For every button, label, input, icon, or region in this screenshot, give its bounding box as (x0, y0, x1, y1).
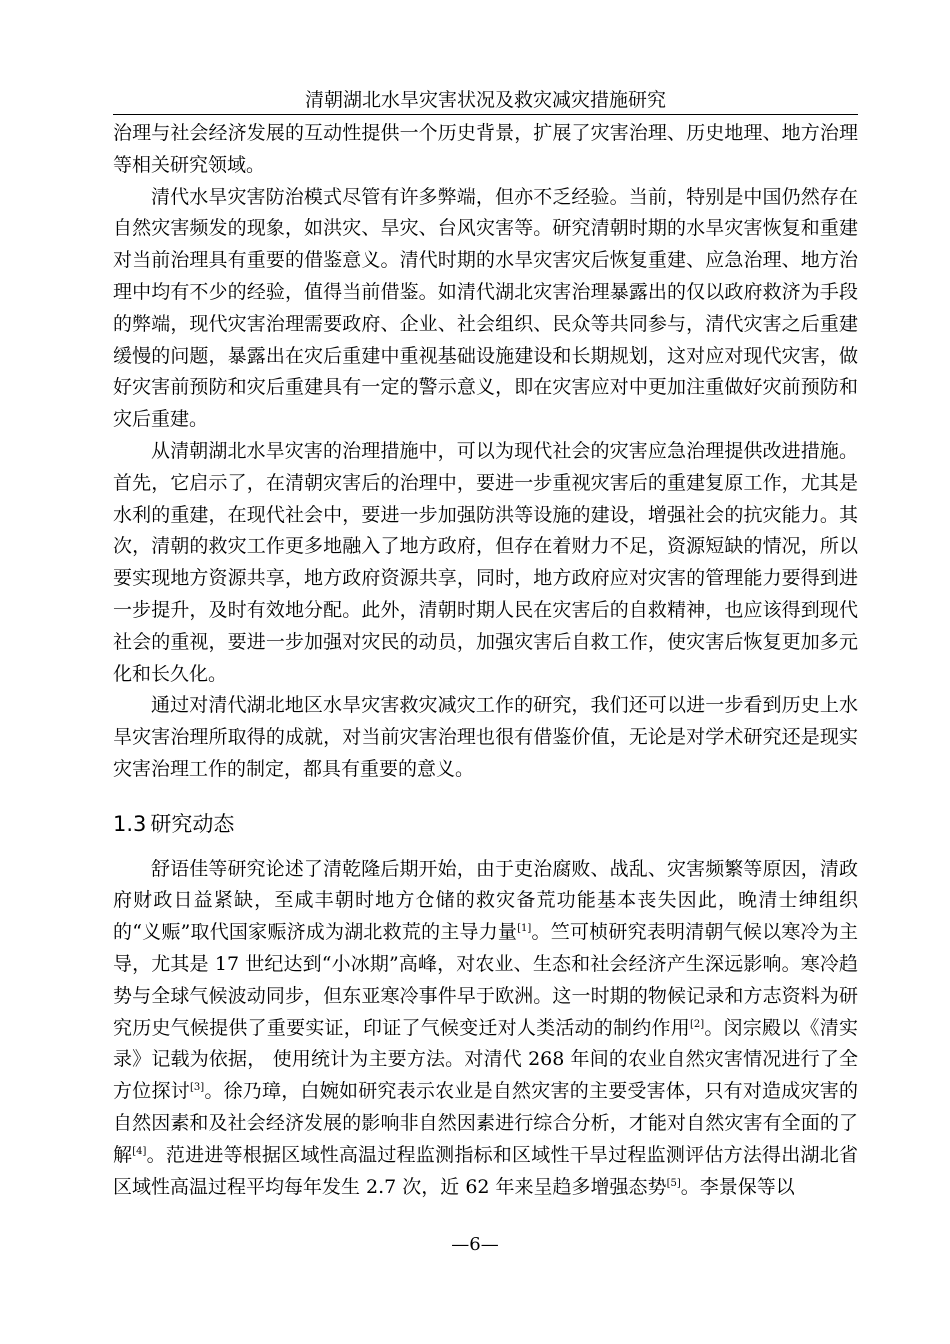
section-number: 1.3 (113, 811, 147, 836)
running-header: 清朝湖北水旱灾害状况及救灾减灾措施研究 (113, 87, 858, 115)
section-heading (113, 809, 858, 841)
body-text (113, 118, 858, 1203)
paragraph-significance: 通过对清代湖北地区水旱灾害救灾减灾工作的研究，我们还可以进一步看到历史上水旱灾害治理所取得的成就，对当前灾害治理也很有借鉴价值，无论是对学术研究还是现实灾害治理工作的制定，都具有重要的意义。 (113, 694, 858, 780)
citation: [4] (132, 1145, 147, 1157)
text-segment: 。竺可桢研究表明清朝气候以寒冷为主导，尤其是 17 世纪达到“小冰期”高峰，对农业、生态和社会经济产生深远影响。寒冷趋势与全球气候波动同步，但东亚寒冷事件早于欧洲。这一时期的物候记录和方志资料为研究历史气候提供了重要实证，印证了气候变迁对人类活动的制约作用 (113, 921, 858, 1039)
paragraph-continuation: 治理与社会经济发展的互动性提供一个历史背景，扩展了灾害治理、历史地理、地方治理等相关研究领域。 (113, 122, 858, 176)
citation: [5] (666, 1177, 681, 1189)
citation: [2] (689, 1018, 705, 1030)
text-segment: 。徐乃璋，白婉如研究表示农业是自然灾害的主要受害体，只有对造成灾害的自然因素和及社会经济发展的影响非自然因素进行综合分析，才能对自然灾害有全面的了解 (113, 1080, 858, 1166)
text-segment: 。范进进等根据区域性高温过程监测指标和区域性干旱过程监测评估方法得出湖北省区域性高温过程平均每年发生 2.7 次，近 62 年来呈趋多增强态势 (113, 1143, 858, 1198)
paragraph-disaster-experience: 清代水旱灾害防治模式尽管有许多弊端，但亦不乏经验。当前，特别是中国仍然存在自然灾害频发的现象，如洪灾、旱灾、台风灾害等。研究清朝时期的水旱灾害恢复和重建对当前治理具有重要的借鉴意义。清代时期的水旱灾害灾后恢复重建、应急治理、地方治理中均有不少的经验，值得当前借鉴。如清代湖北灾害治理暴露出的仅以政府救济为手段的弊端，现代灾害治理需要政府、企业、社会组织、民众等共同参与，清代灾害之后重建缓慢的问题，暴露出在灾后重建中重视基础设施建设和长期规划，这对应对现代灾害，做好灾害前预防和灾后重建具有一定的警示意义，即在灾害应对中更加注重做好灾前预防和灾后重建。 (113, 185, 858, 431)
page-number: —6— (451, 1234, 499, 1255)
text-segment: 。闵宗殿以《清实录》记载为依据， 使用统计为主要方法。对清代 268 年间的农业自然灾害情况进行了全方位探讨 (113, 1016, 858, 1103)
citation: [1] (517, 923, 532, 935)
citation: [3] (189, 1082, 205, 1094)
text-segment: 舒语佳等研究论述了清乾隆后期开始，由于吏治腐败、战乱、灾害频繁等原因，清政府财政日益紧缺，至咸丰朝时地方仓储的救灾备荒功能基本丧失因此，晚清士绅组织的“义赈”取代国家赈济成为湖北救荒的主导力量 (113, 857, 858, 944)
paragraph-research-status (113, 854, 858, 1204)
text-segment: 。李景保等以 (680, 1175, 795, 1198)
paragraph-improvement-measures: 从清朝湖北水旱灾害的治理措施中，可以为现代社会的灾害应急治理提供改进措施。首先，它启示了，在清朝灾害后的治理中，要进一步重视灾害后的重建复原工作，尤其是水利的重建，在现代社会中，要进一步加强防洪等设施的建设，增强社会的抗灾能力。其次，清朝的救灾工作更多地融入了地方政府，但存在着财力不足，资源短缺的情况，所以要实现地方资源共享，地方政府资源共享，同时，地方政府应对灾害的管理能力要得到进一步提升，及时有效地分配。此外，清朝时期人民在灾害后的自救精神，也应该得到现代社会的重视，要进一步加强对灾民的动员，加强灾害后自救工作，使灾害后恢复更加多元化和长久化。 (113, 439, 858, 685)
section-title: 研究动态 (150, 811, 235, 836)
